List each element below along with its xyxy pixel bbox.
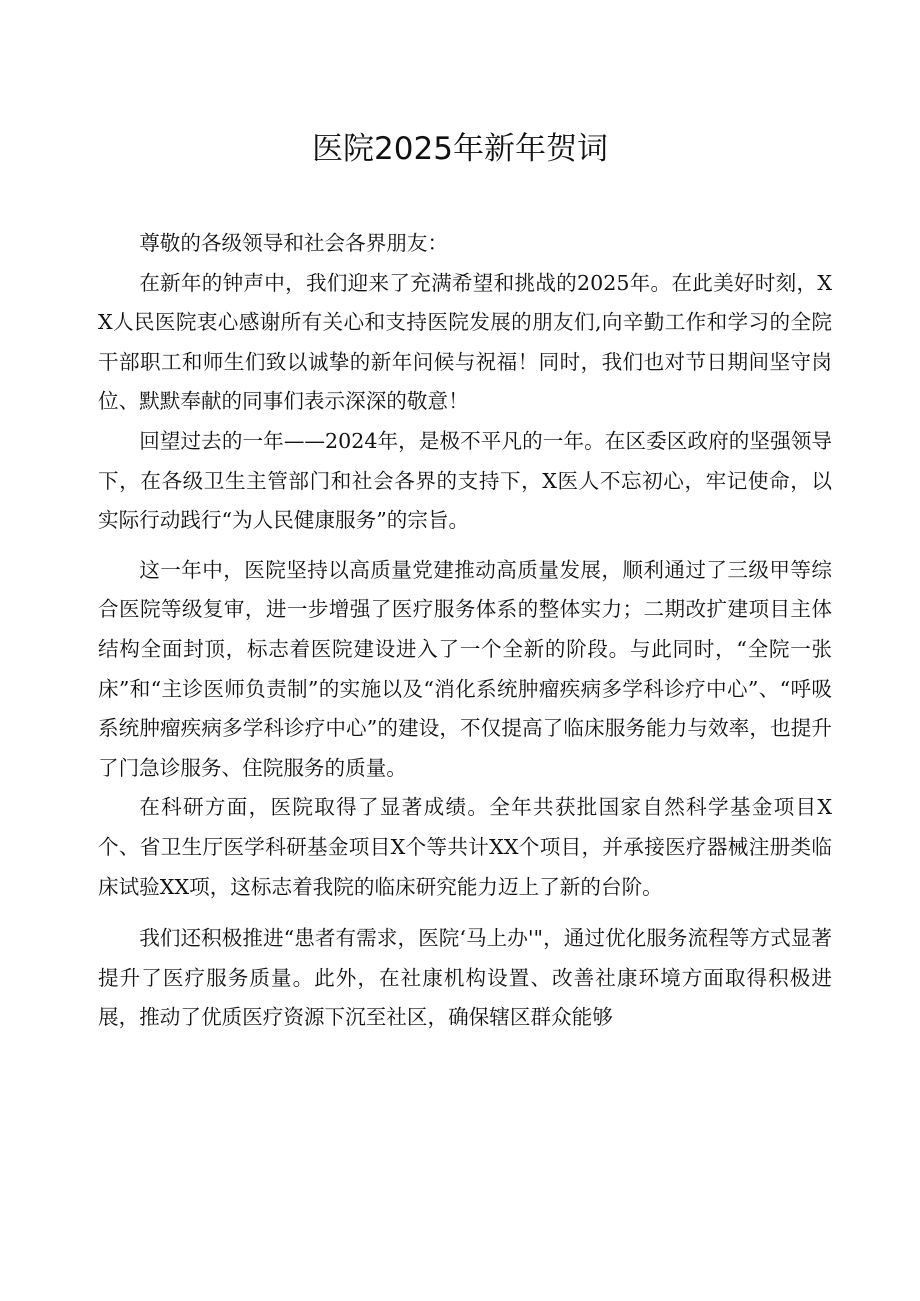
paragraph-research: 在科研方面，医院取得了显著成绩。全年共获批国家自然科学基金项目X个、省卫生厅医学科研基金项目X个等共计XX个项目，并承接医疗器械注册类临床试验XX项，这标志着我院的临床研究能力迈上了新的台阶。 [98, 795, 832, 899]
paragraph-achievements: 这一年中，医院坚持以高质量党建推动高质量发展，顺利通过了三级甲等综合医院等级复审，进一步增强了医疗服务体系的整体实力；二期改扩建项目主体结构全面封顶，标志着医院建设进入了一个全新的阶段。与此同时，“全院一张床”和“主诊医师负责制”的实施以及“消化系统肿瘤疾病多学科诊疗中心”、“呼吸系统肿瘤疾病多学科诊疗中心”的建设，不仅提高了临床服务能力与效率，也提升了门急诊服务、住院服务的质量。 [98, 557, 832, 780]
salutation: 尊敬的各级领导和社会各界朋友： [139, 231, 449, 255]
paragraph-review: 回望过去的一年——2024年，是极不平凡的一年。在区委区政府的坚强领导下，在各级卫生主管部门和社会各界的支持下，X医人不忘初心，牢记使命，以实际行动践行“为人民健康服务”的宗旨。 [98, 428, 832, 533]
paragraph-greeting: 在新年的钟声中，我们迎来了充满希望和挑战的2025年。在此美好时刻，XX人民医院衷心感谢所有关心和支持医院发展的朋友们,向辛勤工作和学习的全院干部职工和师生们致以诚挚的新年问候与祝福！同时，我们也对节日期间坚守岗位、默默奉献的同事们表示深深的敬意！ [98, 270, 832, 414]
document-title: 医院2025年新年贺词 [312, 131, 608, 167]
paragraph-service: 我们还积极推进“患者有需求，医院‘马上办'"，通过优化服务流程等方式显著提升了医疗服务质量。此外，在社康机构设置、改善社康环境方面取得积极进展，推动了优质医疗资源下沉至社区，确保辖区群众能够 [98, 926, 832, 1030]
document-body [98, 224, 832, 1038]
